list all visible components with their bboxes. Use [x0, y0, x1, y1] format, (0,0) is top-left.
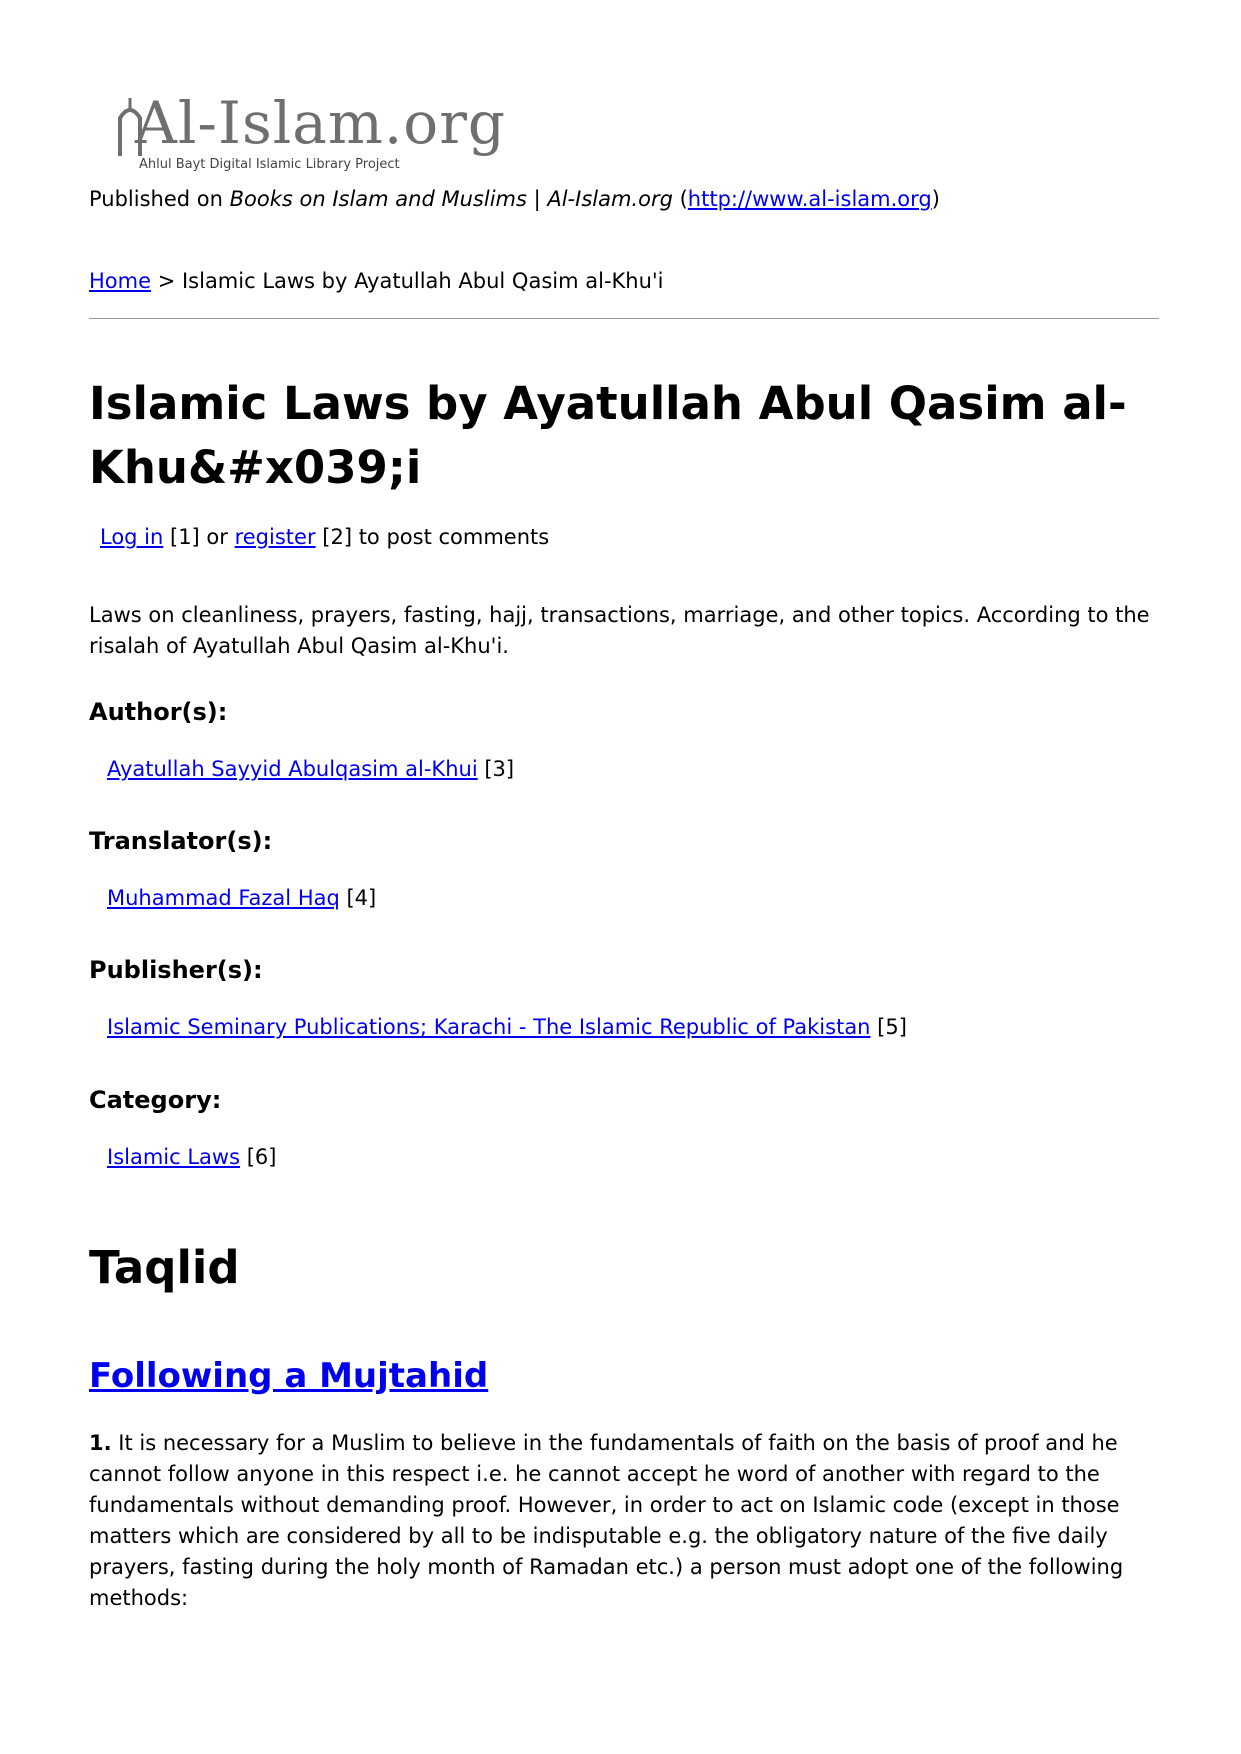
body-paragraph — [89, 1428, 1159, 1614]
site-logo[interactable] — [117, 89, 557, 178]
logo-wordmark: Al-Islam.org — [135, 89, 507, 157]
publishers-item — [107, 1015, 907, 1039]
page-title: Islamic Laws by Ayatullah Abul Qasim al-Khu&#x039;i — [89, 377, 1127, 494]
section-title: Taqlid — [89, 1241, 240, 1294]
subsection-title — [89, 1356, 488, 1396]
book-summary: Laws on cleanliness, prayers, fasting, hajj, transactions, marriage, and other topics. According to the risalah of Ayatullah Abul Qasim al-Khu'i. — [89, 603, 1150, 658]
published-prefix: Published on — [89, 187, 230, 211]
login-ref: [1] or — [163, 525, 235, 549]
site-url-link[interactable]: http://www.al-islam.org — [687, 187, 932, 211]
login-link[interactable]: Log in — [100, 525, 164, 549]
header-divider — [89, 318, 1159, 319]
close-paren: ) — [931, 187, 940, 211]
category-item — [107, 1145, 276, 1169]
authors-label: Author(s): — [89, 698, 228, 726]
breadcrumb-separator: > — [151, 269, 182, 293]
open-paren: ( — [672, 187, 688, 211]
translator-link[interactable]: Muhammad Fazal Haq — [107, 886, 340, 910]
comments-prompt — [100, 525, 549, 549]
publisher-link[interactable]: Islamic Seminary Publications; Karachi - The Islamic Republic of Pakistan — [107, 1015, 871, 1039]
published-line — [89, 187, 940, 211]
subsection-link[interactable]: Following a Mujtahid — [89, 1356, 489, 1396]
breadcrumb — [89, 269, 664, 293]
category-label: Category: — [89, 1086, 222, 1114]
site-name: Books on Islam and Muslims | Al-Islam.org — [229, 187, 673, 211]
translators-item — [107, 886, 376, 910]
category-ref: [6] — [240, 1145, 277, 1169]
breadcrumb-home-link[interactable]: Home — [89, 269, 152, 293]
translators-label: Translator(s): — [89, 827, 273, 855]
register-link[interactable]: register — [234, 525, 316, 549]
authors-item — [107, 757, 514, 781]
breadcrumb-current: Islamic Laws by Ayatullah Abul Qasim al-Khu'i — [181, 269, 664, 293]
category-link[interactable]: Islamic Laws — [107, 1145, 241, 1169]
paragraph-text: It is necessary for a Muslim to believe in the fundamentals of faith on the basis of proof and he cannot follow anyone in this respect i.e. he cannot accept he word of another with regard to the fundamentals without demanding proof. However, in order to act on Islamic code (except in those matters which are considered by all to be indisputable e.g. the obligatory nature of the five daily prayers, fasting during the holy month of Ramadan etc.) a person must adopt one of the following methods: — [89, 1431, 1124, 1610]
author-link[interactable]: Ayatullah Sayyid Abulqasim al-Khui — [107, 757, 478, 781]
author-ref: [3] — [477, 757, 515, 781]
publisher-ref: [5] — [870, 1015, 907, 1039]
translator-ref: [4] — [339, 886, 377, 910]
publishers-label: Publisher(s): — [89, 956, 263, 984]
logo-tagline: Ahlul Bayt Digital Islamic Library Project — [139, 157, 400, 172]
register-ref: [2] to post comments — [315, 525, 550, 549]
paragraph-number: 1. — [89, 1431, 112, 1455]
